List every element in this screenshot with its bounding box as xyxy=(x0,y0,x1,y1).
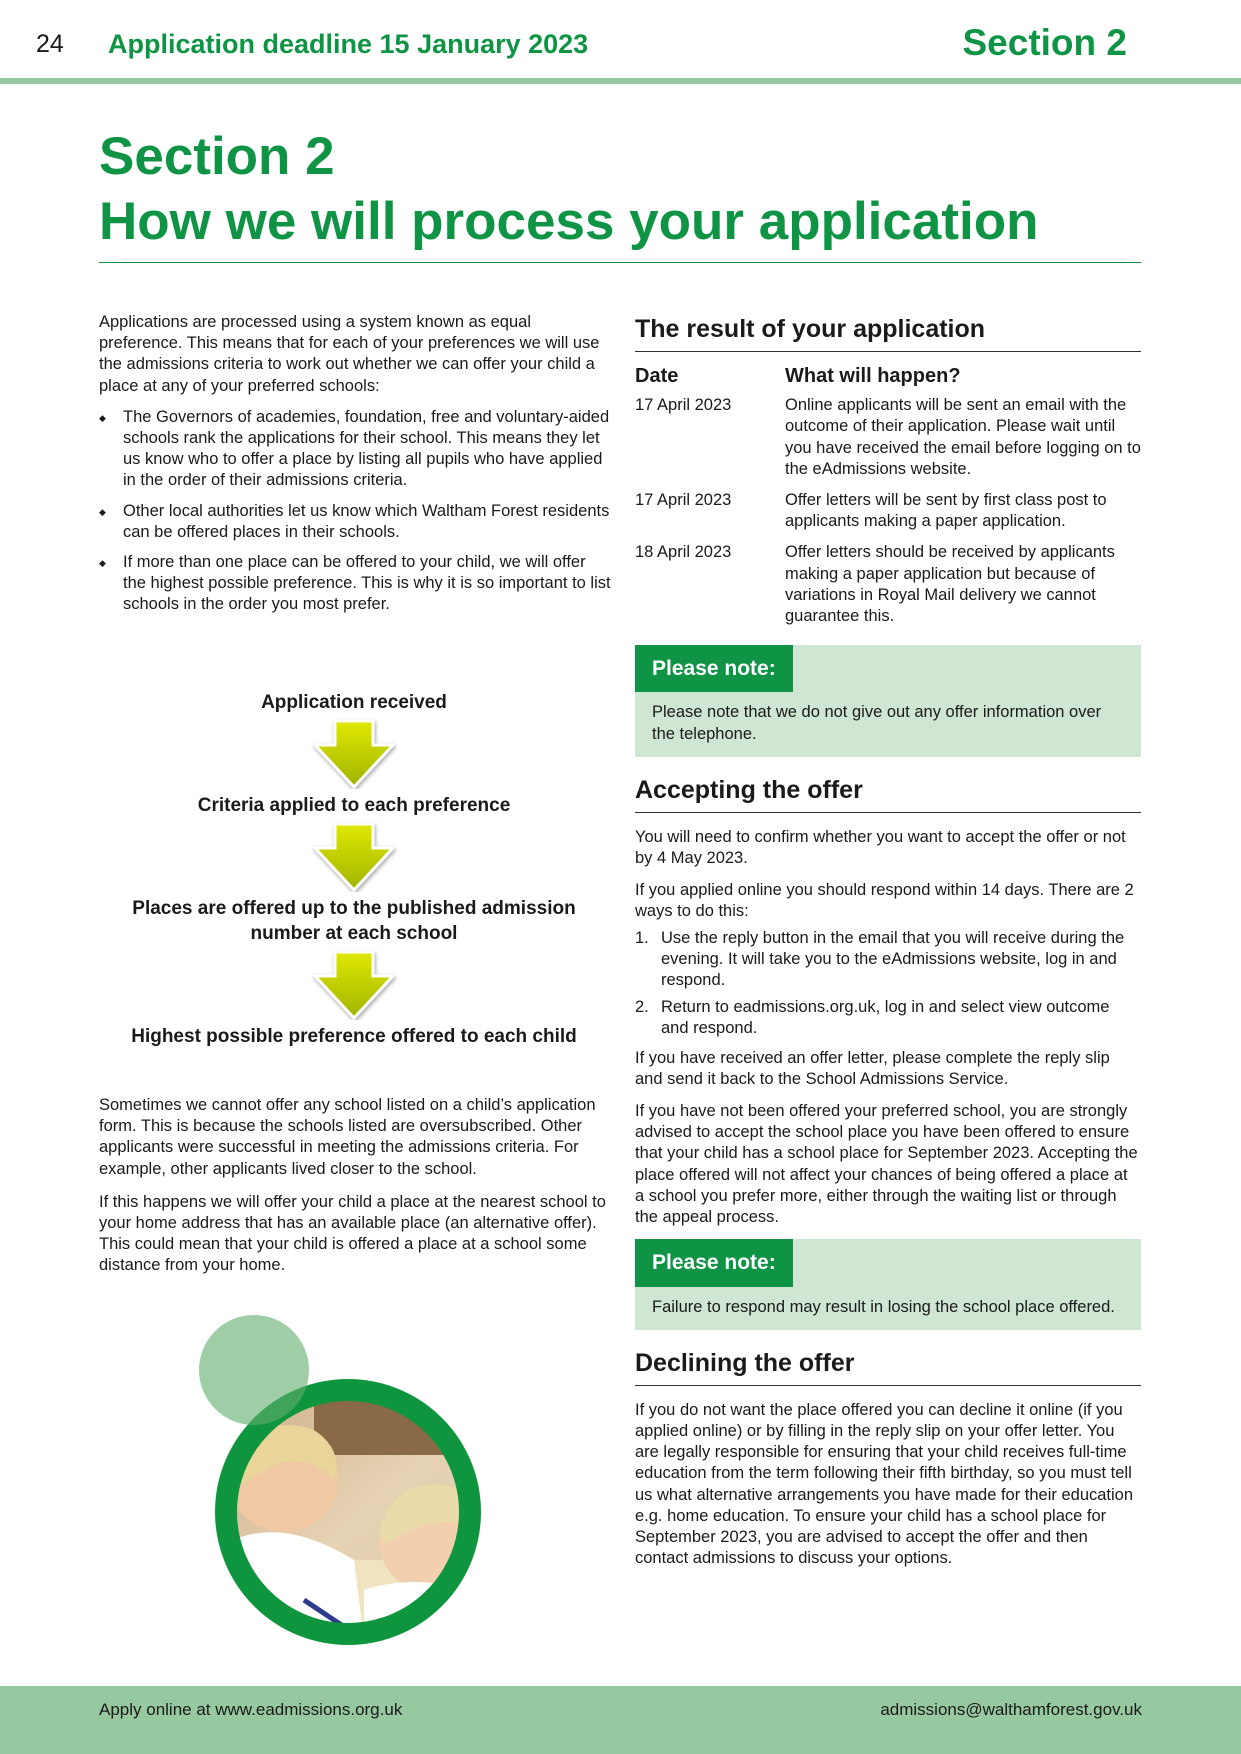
footer-website: Apply online at www.eadmissions.org.uk xyxy=(99,1700,403,1719)
page-title xyxy=(99,124,1038,254)
table-header-row xyxy=(635,366,1141,395)
column-header-date: Date xyxy=(635,365,679,387)
response-steps xyxy=(635,928,1141,1040)
flow-step-2: Criteria applied to each preference xyxy=(197,795,511,816)
flow-step-3: Places are offered up to the published admission number at each school xyxy=(132,898,576,944)
left-column-bottom xyxy=(99,1095,611,1289)
down-arrow-icon xyxy=(311,719,397,789)
accepting-paragraph: If you applied online you should respond within 14 days. There are 2 ways to do this: xyxy=(635,881,1134,921)
application-deadline: Application deadline 15 January 2023 xyxy=(108,29,589,59)
step-number: 1. xyxy=(635,928,649,947)
note-label: Please note: xyxy=(635,1239,793,1286)
page-number: 24 xyxy=(36,30,64,58)
table-row xyxy=(635,490,1141,542)
list-item xyxy=(635,928,1141,992)
process-flow xyxy=(99,690,609,1049)
title-line-2: How we will process your application xyxy=(99,192,1039,251)
table-row xyxy=(635,542,1141,637)
footer-email: admissions@walthamforest.gov.uk xyxy=(880,1700,1142,1719)
bullet-list xyxy=(99,407,611,616)
row-text: Offer letters should be received by applicants making a paper application but because of variations in Royal Mail delivery we cannot guarantee this. xyxy=(785,543,1115,626)
down-arrow-icon xyxy=(311,950,397,1020)
accepting-paragraph: You will need to confirm whether you want to accept the offer or not by 4 May 2023. xyxy=(635,827,1126,868)
row-date: 17 April 2023 xyxy=(635,396,732,415)
row-text: Online applicants will be sent an email with the outcome of their application. Please wait until you have received the email before logging on to the eAdmissions website. xyxy=(785,396,1141,478)
header-rule xyxy=(0,78,1241,84)
declining-section xyxy=(635,1348,1141,1570)
result-section xyxy=(635,314,1141,637)
result-table xyxy=(635,366,1141,637)
bullet-item: ◆ Other local authorities let us know which Waltham Forest residents can be offered places in their schools. xyxy=(99,501,611,543)
title-line-1: Section 2 xyxy=(99,127,335,186)
note-box-telephone xyxy=(635,645,1141,757)
row-text: Offer letters will be sent by first class post to applicants making a paper application. xyxy=(785,491,1107,531)
note-text: Failure to respond may result in losing the school place offered. xyxy=(652,1297,1115,1316)
bullet-item: ◆ If more than one place can be offered to your child, we will offer the highest possible preference. This is why it is so important to list schools in the order you most prefer. xyxy=(99,552,611,616)
accepting-section xyxy=(635,775,1141,1228)
alternative-offer-paragraph: If this happens we will offer your child a place at the nearest school to your home address that has an available place (an alternative offer). This could mean that your child is offered a place at a school some distance from your home. xyxy=(99,1192,606,1275)
accepting-paragraph: If you have received an offer letter, please complete the reply slip and send it back to the School Admissions Service. xyxy=(635,1048,1110,1088)
flow-step-1: Application received xyxy=(261,692,447,713)
declining-paragraph: If you do not want the place offered you can decline it online (if you applied online) or by filling in the reply slip on your offer letter. You are legally responsible for ensuring that your child receives full-time education from the term following their fifth birthday, so you must tell us what alternative arrangements you have made for their education e.g. home education. To ensure your child has a school place for September 2023, you are advised to accept the offer and then contact admissions to discuss your options. xyxy=(635,1400,1134,1568)
note-label: Please note: xyxy=(635,645,793,692)
step-number: 2. xyxy=(635,998,649,1017)
step-text: Use the reply button in the email that you will receive during the evening. It will take you to the eAdmissions website, log in and respond. xyxy=(661,928,1125,990)
bullet-item: ◆ The Governors of academies, foundation, free and voluntary-aided schools rank the applications for their school. This means they let us know who to offer a place by listing all pupils who have applied in the order of their admissions criteria. xyxy=(99,407,611,492)
footer-bar xyxy=(0,1686,1241,1754)
list-item xyxy=(635,997,1141,1039)
row-date: 17 April 2023 xyxy=(635,491,732,510)
flow-step-4: Highest possible preference offered to each child xyxy=(131,1026,577,1047)
oversubscribed-paragraph: Sometimes we cannot offer any school listed on a child’s application form. This is because the schools listed are oversubscribed. Other applicants were successful in meeting the admissions criteria. For example, other applicants lived closer to the school. xyxy=(99,1096,596,1178)
declining-heading: Declining the offer xyxy=(635,1348,1141,1386)
note-box-respond xyxy=(635,1239,1141,1329)
title-rule xyxy=(99,262,1141,263)
step-text: Return to eadmissions.org.uk, log in and select view outcome and respond. xyxy=(661,998,1110,1038)
left-column xyxy=(99,312,611,625)
intro-paragraph: Applications are processed using a system known as equal preference. This means that for each of your preferences we will use the admissions criteria to work out whether we can offer your child a place at any of your preferred schools: xyxy=(99,313,600,395)
right-column xyxy=(635,308,1141,1580)
accepting-paragraph: If you have not been offered your preferred school, you are strongly advised to accept the school place you have been offered to ensure that your child has a school place for September 2023. Accepting the place offered will not affect your chances of being offered a place at a school you prefer more, either through the waiting list or through the appeal process. xyxy=(635,1102,1138,1227)
table-row xyxy=(635,395,1141,490)
down-arrow-icon xyxy=(311,822,397,892)
accepting-heading: Accepting the offer xyxy=(635,775,1141,813)
row-date: 18 April 2023 xyxy=(635,543,732,562)
header-section-label: Section 2 xyxy=(962,22,1127,63)
children-photo xyxy=(194,1310,524,1656)
note-text: Please note that we do not give out any offer information over the telephone. xyxy=(652,703,1102,743)
result-heading: The result of your application xyxy=(635,314,1141,352)
column-header-what: What will happen? xyxy=(785,365,961,387)
